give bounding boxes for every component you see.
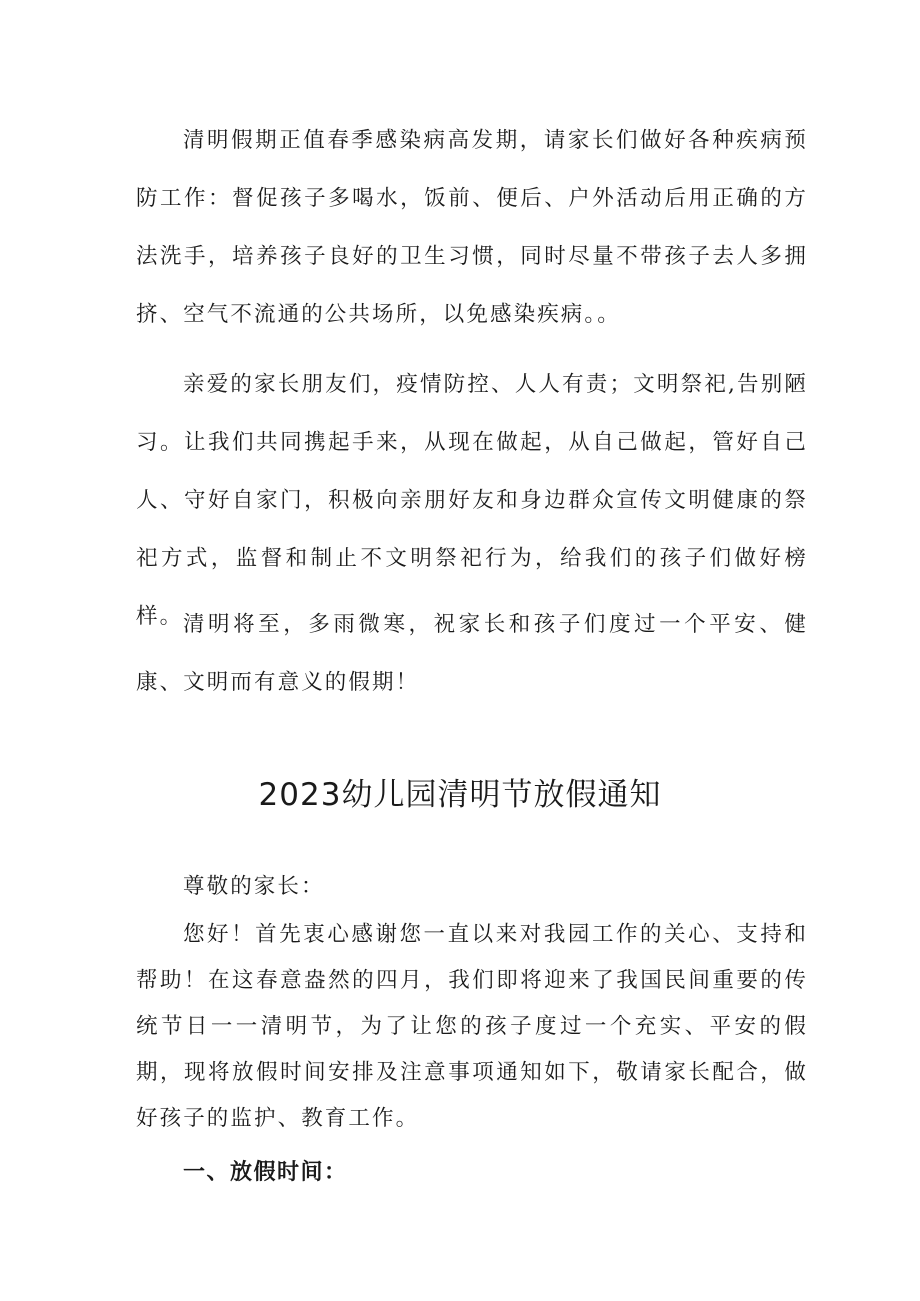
section-heading-holiday-time: 一、放假时间：: [183, 1160, 348, 1185]
paragraph-health-tips: 清明假期正值春季感染病高发期，请家长们做好各种疾病预防工作：督促孩子多喝水，饭前、便后、户外活动后用正确的方法洗手，培养孩子良好的卫生习惯，同时尽量不带孩子去人多拥挤、空气不流通的公共场所，以免感染疾病。。: [136, 128, 808, 327]
paragraph-notice-body: 您好！首先衷心感谢您一直以来对我园工作的关心、支持和帮助！在这春意盎然的四月，我们即将迎来了我国民间重要的传统节日一一清明节，为了让您的孩子度过一个充实、平安的假期，现将放假时间安排及注意事项通知如下，敬请家长配合，做好孩子的监护、教育工作。: [136, 922, 808, 1131]
paragraph-civilized-sacrifice: 亲爱的家长朋友们，疫情防控、人人有责；文明祭祀,告别陋习。让我们共同携起手来，从现在做起，从自己做起，管好自己人、守好自家门，积极向亲朋好友和身边群众宣传文明健康的祭祀方式，监督和制止不文明祭祀行为，给我们的孩子们做好榜样。: [136, 372, 808, 629]
paragraph-holiday-wishes: 清明将至，多雨微寒，祝家长和孩子们度过一个平安、健康、文明而有意义的假期！: [136, 612, 808, 695]
salutation: 尊敬的家长：: [183, 874, 325, 899]
notice-title: 2023幼儿园清明节放假通知: [258, 777, 662, 813]
